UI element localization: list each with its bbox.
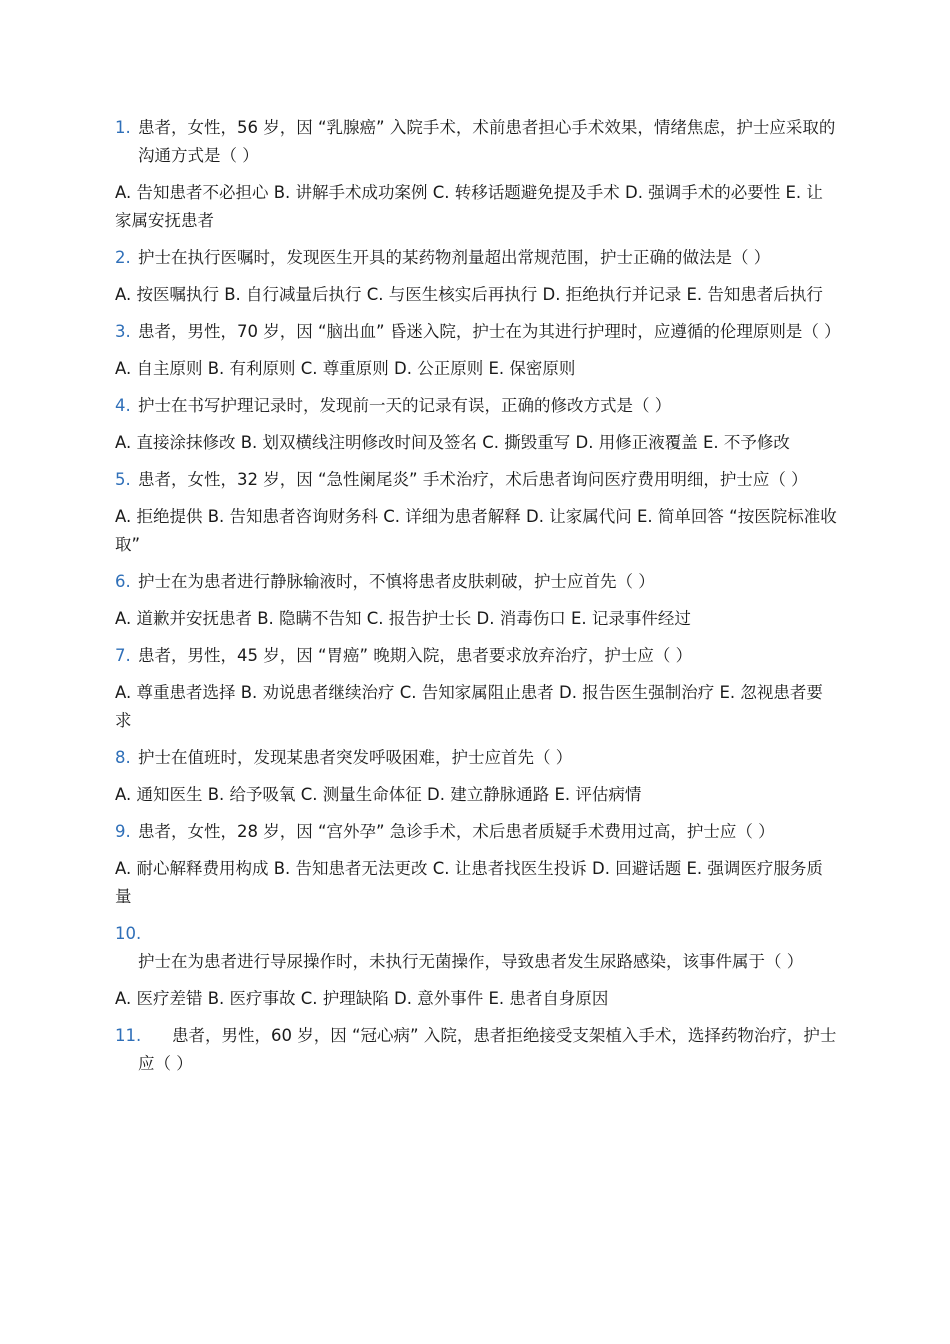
question-text: 患者，女性，32 岁，因 “急性阑尾炎” 手术治疗，术后患者询问医疗费用明细，护士应（ ） [138, 470, 808, 489]
question-5-options: A. 拒绝提供 B. 告知患者咨询财务科 C. 详细为患者解释 D. 让家属代问 E. 简单回答 “按医院标准收取” [115, 507, 837, 554]
question-text: 护士在为患者进行导尿操作时，未执行无菌操作，导致患者发生尿路感染，该事件属于（ ） [138, 952, 804, 971]
question-text: 患者，男性，45 岁，因 “胃癌” 晚期入院，患者要求放弃治疗，护士应（ ） [138, 646, 693, 665]
question-8-options: A. 通知医生 B. 给予吸氧 C. 测量生命体征 D. 建立静脉通路 E. 评估病情 [115, 785, 642, 804]
question-9-options: A. 耐心解释费用构成 B. 告知患者无法更改 C. 让患者找医生投诉 D. 回避话题 E. 强调医疗服务质量 [115, 859, 823, 906]
question-8 [115, 744, 837, 772]
question-number: 11. [115, 1026, 142, 1045]
question-text: 患者，女性，28 岁，因 “宫外孕” 急诊手术，术后患者质疑手术费用过高，护士应（ ） [138, 822, 775, 841]
question-text: 护士在执行医嘱时，发现医生开具的某药物剂量超出常规范围，护士正确的做法是（ ） [138, 248, 771, 267]
question-7-options: A. 尊重患者选择 B. 劝说患者继续治疗 C. 告知家属阻止患者 D. 报告医生强制治疗 E. 忽视患者要求 [115, 683, 823, 730]
question-11 [115, 1022, 837, 1078]
question-4 [115, 392, 837, 420]
question-text: 患者，男性，70 岁，因 “脑出血” 昏迷入院，护士在为其进行护理时，应遵循的伦理原则是（ ） [138, 322, 841, 341]
question-2-options: A. 按医嘱执行 B. 自行减量后执行 C. 与医生核实后再执行 D. 拒绝执行并记录 E. 告知患者后执行 [115, 285, 823, 304]
question-text: 护士在书写护理记录时，发现前一天的记录有误，正确的修改方式是（ ） [138, 396, 672, 415]
question-number: 6. [115, 572, 131, 591]
question-text: 护士在值班时，发现某患者突发呼吸困难，护士应首先（ ） [138, 748, 573, 767]
question-number: 9. [115, 822, 131, 841]
question-6-options: A. 道歉并安抚患者 B. 隐瞒不告知 C. 报告护士长 D. 消毒伤口 E. 记录事件经过 [115, 609, 691, 628]
question-6 [115, 568, 837, 596]
question-text: 患者，女性，56 岁，因 “乳腺癌” 入院手术，术前患者担心手术效果，情绪焦虑，护士应采取的沟通方式是（ ） [138, 118, 836, 165]
question-5 [115, 466, 837, 494]
question-number: 4. [115, 396, 131, 415]
question-number: 2. [115, 248, 131, 267]
question-3 [115, 318, 841, 346]
question-7 [115, 642, 837, 670]
question-number: 3. [115, 322, 131, 341]
question-number: 1. [115, 118, 131, 137]
question-number: 5. [115, 470, 131, 489]
question-4-options: A. 直接涂抹修改 B. 划双横线注明修改时间及签名 C. 撕毁重写 D. 用修正液覆盖 E. 不予修改 [115, 433, 790, 452]
question-9 [115, 818, 837, 846]
question-1 [115, 114, 837, 170]
question-number: 10. [115, 924, 142, 943]
question-10-options: A. 医疗差错 B. 医疗事故 C. 护理缺陷 D. 意外事件 E. 患者自身原因 [115, 989, 609, 1008]
question-3-options: A. 自主原则 B. 有利原则 C. 尊重原则 D. 公正原则 E. 保密原则 [115, 359, 576, 378]
question-number: 8. [115, 748, 131, 767]
question-list [115, 114, 841, 1087]
question-10 [115, 920, 837, 976]
question-1-options: A. 告知患者不必担心 B. 讲解手术成功案例 C. 转移话题避免提及手术 D. 强调手术的必要性 E. 让家属安抚患者 [115, 183, 823, 230]
question-text: 护士在为患者进行静脉输液时，不慎将患者皮肤刺破，护士应首先（ ） [138, 572, 655, 591]
question-number: 7. [115, 646, 131, 665]
question-2 [115, 244, 837, 272]
question-text: 患者，男性，60 岁，因 “冠心病” 入院，患者拒绝接受支架植入手术，选择药物治疗，护士应（ ） [138, 1026, 837, 1073]
